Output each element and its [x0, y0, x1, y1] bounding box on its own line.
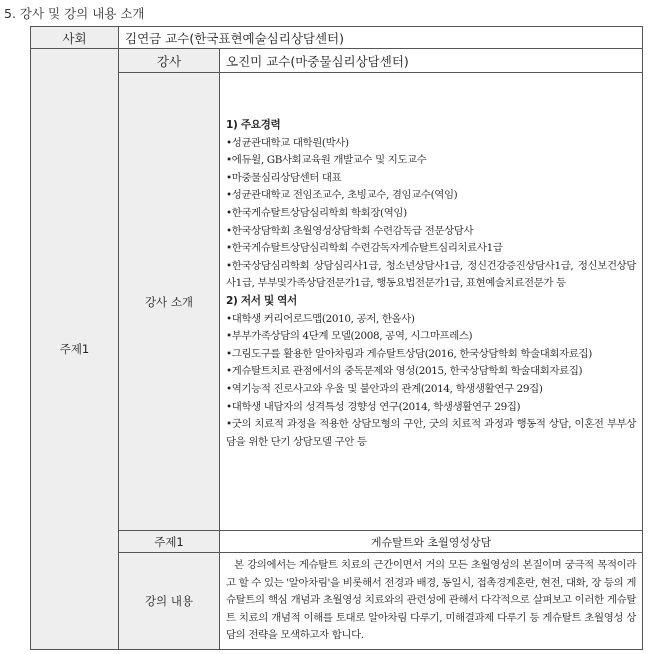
works-item: •굿의 치료적 과정을 적용한 상담모형의 구안, 굿의 치료적 과정과 행동적 상담, 이혼전 부부상담을 위한 단기 상담모델 구안 등	[226, 418, 637, 448]
instructor-label: 강사	[119, 49, 220, 73]
bio-label: 강사 소개	[119, 73, 220, 531]
program-table	[30, 26, 643, 650]
career-item: •한국상담심리학회 상담심리사1급, 청소년상담사1급, 정신건강증진상담사1급, 정신보건상담사1급, 부부및가족상담전문가1급, 행동요법전문가1급, 표현예술치료전문가 등	[226, 259, 637, 290]
career-item: •마중물심리상담센터 대표	[226, 171, 342, 184]
works-item: •역기능적 진로사고와 우울 및 불안과의 관계(2014, 학생생활연구 29집)	[226, 382, 543, 395]
works-item: •대학생 커리어로드맵(2010, 공저, 한올사)	[226, 312, 415, 325]
works-item: •대학생 내담자의 성격특성 경향성 연구(2014, 학생생활연구 29집)	[226, 400, 521, 413]
bio-content	[220, 73, 643, 531]
career-item: •한국게슈탈트상담심리학회 수련감독자게슈탈트심리치료사1급	[226, 242, 503, 255]
section-heading: 5. 강사 및 강의 내용 소개	[4, 6, 145, 21]
lecture-label: 강의 내용	[119, 553, 220, 650]
career-item: •성균관대학교 대학원(박사)	[226, 136, 349, 149]
moderator-label: 사회	[31, 27, 119, 49]
instructor-row	[31, 49, 643, 73]
works-item: •그림도구를 활용한 알아차림과 게슈탈트상담(2016, 한국상담학회 학술대회자료집)	[226, 347, 592, 360]
bio-row	[31, 73, 643, 531]
lecture-content	[220, 553, 643, 650]
moderator-row	[31, 27, 643, 49]
lecture-row	[31, 553, 643, 650]
topic-value: 게슈탈트와 초월영성상담	[220, 531, 643, 553]
topic-label: 주제1	[119, 531, 220, 553]
lecture-text: 본 강의에서는 게슈탈트 치료의 근간이면서 거의 모든 초월영성의 본질이며 궁극적 목적이라고 할 수 있는 '알아차림'을 비롯해서 전경과 배경, 동일시, 접촉경계혼란, 현전, 대화, 장 등의 게슈탈트의 핵심 개념과 초월영성 치료와의 관련성에 관해서 다각적으로 살펴보고 이러한 게슈탈트 치료의 개념적 이해를 토대로 알아차림 다루기, 미해결과제 다루기 등 게슈탈트 초월영성 상담의 전략을 모색하고자 합니다.	[226, 559, 637, 642]
works-title: 2) 저서 및 역서	[226, 294, 297, 307]
works-item: •게슈탈트치료 관점에서의 중독문제와 영성(2015, 한국상담학회 학술대회자료집)	[226, 365, 583, 378]
career-title: 1) 주요경력	[226, 119, 281, 131]
topic-row	[31, 531, 643, 553]
career-item: •성균관대학교 전임조교수, 초빙교수, 겸임교수(역임)	[226, 189, 458, 202]
career-item: •한국게슈탈트상담심리학회 학회장(역임)	[226, 206, 407, 219]
career-item: •한국상담학회 초월영성상담학회 수련감독급 전문상담사	[226, 224, 474, 237]
topic-group-label: 주제1	[31, 49, 119, 650]
career-item: •에듀윌, GB사회교육원 개발교수 및 지도교수	[226, 154, 427, 167]
instructor-value: 오진미 교수(마중물심리상담센터)	[220, 49, 643, 73]
moderator-value: 김연금 교수(한국표현예술심리상담센터)	[119, 27, 643, 49]
works-item: •부부가족상담의 4단계 모델(2008, 공역, 시그마프레스)	[226, 330, 473, 343]
